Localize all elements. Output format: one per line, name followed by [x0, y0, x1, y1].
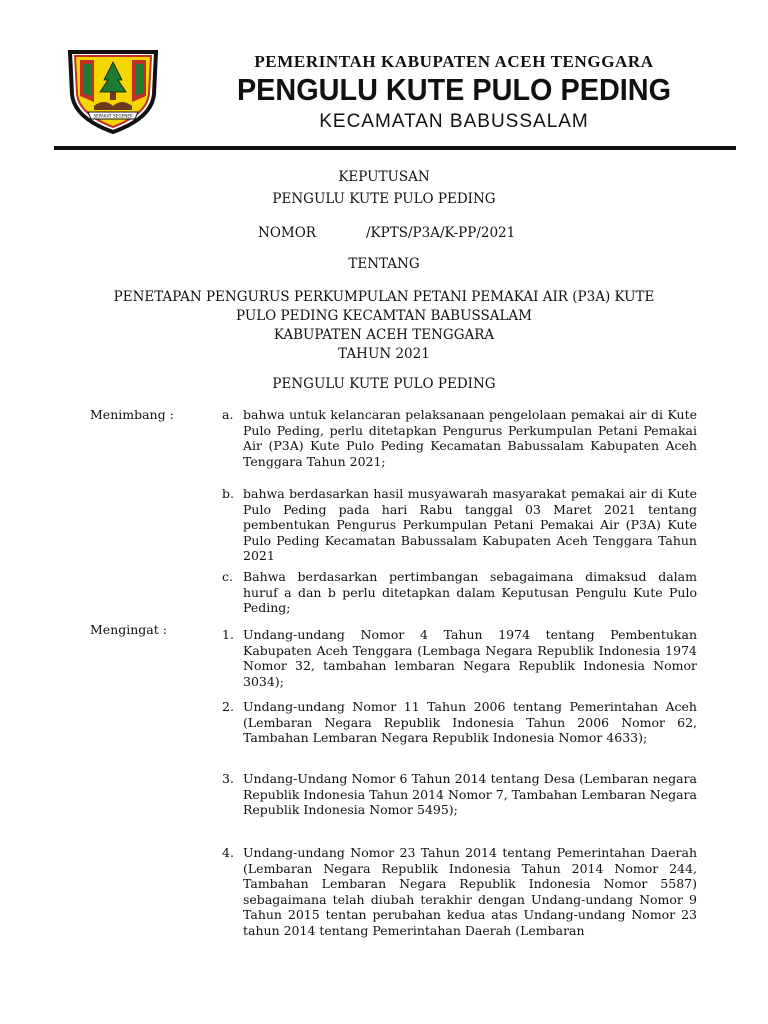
mengingat-marker-3: 3. [222, 771, 234, 786]
office-name: PENGULU KUTE PULO PEDING [236, 72, 672, 107]
mengingat-item-1: Undang-undang Nomor 4 Tahun 1974 tentang Pembentukan Kabupaten Aceh Tenggara (Lembaga Negara Republik Indonesia 1974 Nomor 32, tambahan lembaran Negara Republik Indonesia Nomor 3034); [243, 627, 697, 689]
government-name: PEMERINTAH KABUPATEN ACEH TENGGARA [254, 52, 654, 71]
mengingat-marker-4: 4. [222, 845, 234, 860]
mengingat-marker-2: 2. [222, 699, 234, 714]
mengingat-item-4: Undang-undang Nomor 23 Tahun 2014 tentang Pemerintahan Daerah (Lembaran Negara Republik Indonesia Tahun 2014 Nomor 244, Tambahan Lembaran Negara Republik Indonesia Nomor 5587) sebagaimana telah diubah terakhir dengan Undang-undang Nomor 9 Tahun 2015 tentan perubahan kedua atas Undang-undang Nomor 23 tahun 2014 tentang Pemerintahan Daerah (Lembaran [243, 845, 697, 938]
menimbang-item-a: bahwa untuk kelancaran pelaksanaan pengelolaan pemakai air di Kute Pulo Peding, perlu ditetapkan Pengurus Perkumpulan Petani Pemakai Air (P3A) Kute Pulo Peding Kecamatan Babussalam Kabupaten Aceh Tenggara Tahun 2021; [243, 407, 697, 469]
nomor-label: NOMOR [258, 225, 316, 241]
authority-line: PENGULU KUTE PULO PEDING [272, 376, 496, 392]
mengingat-label: Mengingat : [90, 622, 167, 637]
district-name: KECAMATAN BABUSSALAM [319, 111, 589, 132]
menimbang-item-c: Bahwa berdasarkan pertimbangan sebagaimana dimaksud dalam huruf a dan b perlu ditetapkan dalam Keputusan Pengulu Kute Pulo Peding; [243, 569, 697, 616]
svg-text:SEPAKAT SEGENEP: SEPAKAT SEGENEP [93, 113, 133, 119]
tentang-heading: TENTANG [348, 256, 420, 272]
regency-crest-icon [64, 46, 162, 134]
decree-heading: KEPUTUSAN [338, 169, 430, 185]
menimbang-marker-c: c. [222, 569, 233, 584]
decree-issuer: PENGULU KUTE PULO PEDING [272, 191, 496, 207]
subject-line-3: KABUPATEN ACEH TENGGARA [273, 327, 495, 343]
mengingat-marker-1: 1. [222, 627, 234, 642]
subject-line-4: TAHUN 2021 [338, 346, 430, 362]
menimbang-label: Menimbang : [90, 407, 174, 422]
menimbang-marker-a: a. [222, 407, 234, 422]
letterhead [0, 0, 768, 160]
menimbang-item-b: bahwa berdasarkan hasil musyawarah masyarakat pemakai air di Kute Pulo Peding pada hari Rabu tanggal 03 Maret 2021 tentang pembentukan Pengurus Perkumpulan Petani Pemakai Air (P3A) Kute Pulo Peding Kecamatan Babussalam Kabupaten Aceh Tenggara Tahun 2021 [243, 486, 697, 564]
mengingat-item-3: Undang-Undang Nomor 6 Tahun 2014 tentang Desa (Lembaran negara Republik Indonesia Tahun 2014 Nomor 7, Tambahan Lembaran Negara Republik Indonesia Nomor 5495); [243, 771, 697, 818]
nomor-value: /KPTS/P3A/K-PP/2021 [366, 225, 516, 241]
subject-line-2: PULO PEDING KECAMTAN BABUSSALAM [235, 308, 532, 324]
header-divider [54, 146, 736, 150]
mengingat-item-2: Undang-undang Nomor 11 Tahun 2006 tentang Pemerintahan Aceh (Lembaran Negara Republik Indonesia Tahun 2006 Nomor 62, Tambahan Lembaran Negara Republik Indonesia Nomor 4633); [243, 699, 697, 746]
menimbang-marker-b: b. [222, 486, 234, 501]
subject-line-1: PENETAPAN PENGURUS PERKUMPULAN PETANI PEMAKAI AIR (P3A) KUTE [113, 289, 655, 305]
